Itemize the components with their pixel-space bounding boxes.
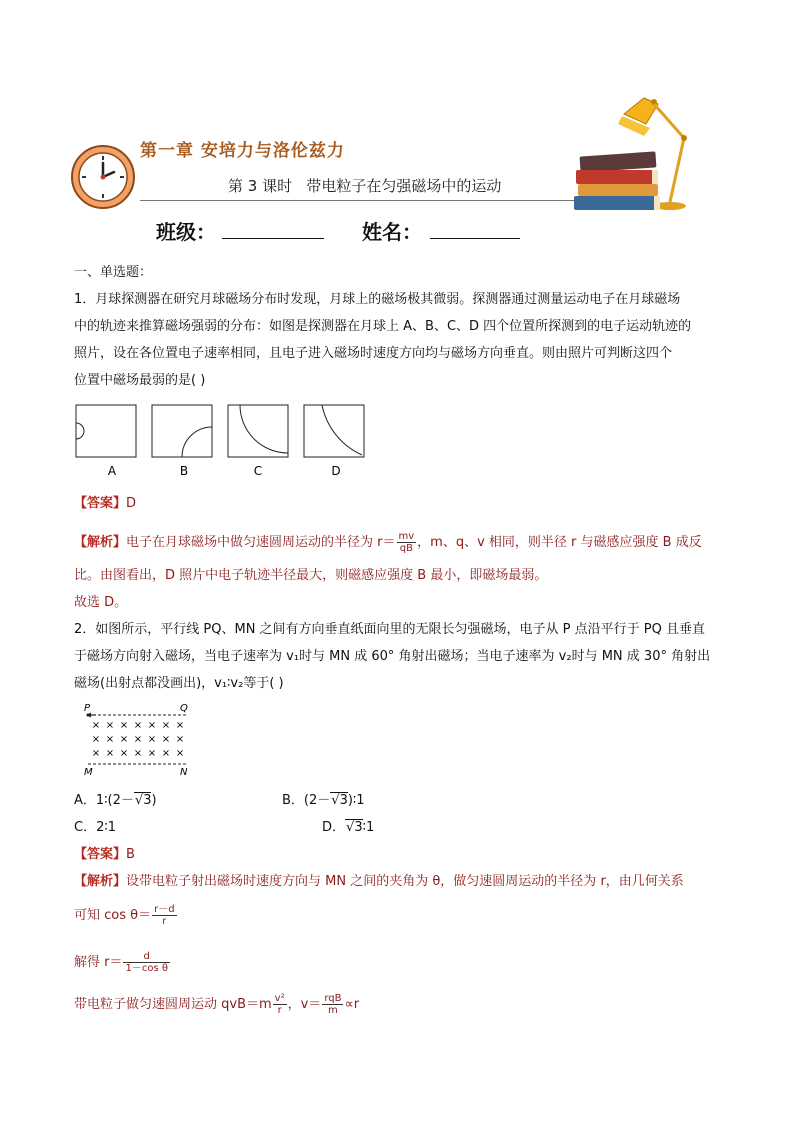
field-cross: × bbox=[105, 734, 115, 745]
option-text: D． bbox=[322, 820, 346, 835]
option-text: A．1∶(2－ bbox=[74, 793, 134, 808]
explanation-text: 电子在月球磁场中做匀速圆周运动的半径为 r＝ bbox=[126, 535, 396, 550]
sqrt-value: 3 bbox=[339, 793, 348, 808]
field-cross: × bbox=[119, 748, 129, 759]
fraction bbox=[397, 531, 417, 554]
numerator: rqB bbox=[324, 993, 342, 1004]
explanation-text: 可知 cos θ＝ bbox=[74, 908, 152, 923]
q1-figure bbox=[74, 403, 370, 481]
explanation-text: 设带电粒子射出磁场时速度方向与 MN 之间的夹角为 θ，做匀速圆周运动的半径为 r，由几何关系 bbox=[126, 874, 684, 889]
sqrt: √3 bbox=[331, 793, 348, 808]
q1-answer bbox=[74, 491, 136, 517]
q2-explanation-line bbox=[74, 992, 359, 1018]
fraction bbox=[152, 904, 176, 927]
class-blank[interactable] bbox=[222, 238, 324, 239]
field-cross: × bbox=[161, 748, 171, 759]
field-cross: × bbox=[133, 748, 143, 759]
field-cross: × bbox=[161, 720, 171, 731]
field-cross: × bbox=[161, 734, 171, 745]
explanation-text: ∝r bbox=[344, 997, 360, 1012]
denominator: qB bbox=[399, 543, 413, 554]
field-cross: × bbox=[91, 720, 101, 731]
field-cross: × bbox=[147, 748, 157, 759]
point-m-label: M bbox=[84, 767, 93, 778]
q2-answer bbox=[74, 842, 135, 868]
figure-label-d: D bbox=[331, 464, 341, 478]
q2-line: 于磁场方向射入磁场，当电子速率为 v₁时与 MN 成 60° 角射出磁场；当电子速率为 v₂时与 MN 成 30° 角射出 bbox=[74, 649, 711, 664]
clock-icon bbox=[70, 144, 136, 210]
field-cross: × bbox=[133, 734, 143, 745]
field-cross: × bbox=[147, 720, 157, 731]
field-cross: × bbox=[147, 734, 157, 745]
field-cross: × bbox=[119, 720, 129, 731]
denominator: r bbox=[277, 1005, 282, 1016]
denominator: 1－cos θ bbox=[125, 963, 168, 974]
explanation-tag: 【解析】 bbox=[74, 874, 127, 889]
lesson-title: 第 3 课时 带电粒子在匀强磁场中的运动 bbox=[228, 177, 502, 195]
q2-line: 2．如图所示，平行线 PQ、MN 之间有方向垂直纸面向里的无限长匀强磁场，电子从 P 点沿平行于 PQ 且垂直 bbox=[74, 622, 705, 637]
numerator: mv bbox=[398, 531, 415, 542]
name-label: 姓名： bbox=[362, 220, 422, 244]
point-q-label: Q bbox=[180, 703, 188, 714]
q2-option-a[interactable] bbox=[74, 788, 157, 814]
fraction bbox=[123, 951, 170, 974]
denominator: m bbox=[328, 1005, 338, 1016]
q2-explanation bbox=[74, 869, 684, 895]
figure-label-b: B bbox=[179, 464, 189, 478]
q2-explanation-line bbox=[74, 950, 171, 976]
field-cross: × bbox=[105, 748, 115, 759]
field-cross: × bbox=[133, 720, 143, 731]
q2-option-c[interactable]: C．2∶1 bbox=[74, 820, 117, 835]
field-cross: × bbox=[175, 720, 185, 731]
option-text: B．(2－ bbox=[282, 793, 331, 808]
option-text: )∶1 bbox=[347, 793, 365, 808]
magnetic-field-crosses bbox=[92, 720, 184, 759]
books-lamp-icon bbox=[566, 94, 716, 216]
field-cross: × bbox=[105, 720, 115, 731]
q1-line: 位置中磁场最弱的是( ) bbox=[74, 373, 206, 388]
fraction bbox=[322, 993, 343, 1016]
figure-label-c: C bbox=[253, 464, 263, 478]
answer-tag: 【答案】 bbox=[74, 496, 127, 511]
q1-line: 中的轨迹来推算磁场强弱的分布：如图是探测器在月球上 A、B、C、D 四个位置所探测到的电子运动轨迹的 bbox=[74, 319, 692, 334]
sqrt: √3 bbox=[134, 793, 152, 808]
numerator: r－d bbox=[154, 904, 175, 915]
q2-explanation-line bbox=[74, 903, 178, 929]
sqrt-value: 3 bbox=[354, 820, 363, 835]
answer-value: D bbox=[126, 496, 137, 511]
answer-value: B bbox=[126, 847, 135, 862]
answer-tag: 【答案】 bbox=[74, 847, 127, 862]
q2-option-b[interactable] bbox=[282, 788, 365, 814]
fraction bbox=[273, 993, 287, 1016]
option-text: ) bbox=[151, 793, 157, 808]
header-divider bbox=[140, 200, 576, 201]
explanation-tag: 【解析】 bbox=[74, 535, 127, 550]
field-cross: × bbox=[91, 734, 101, 745]
numerator: d bbox=[123, 951, 170, 963]
field-cross: × bbox=[175, 748, 185, 759]
explanation-text: 带电粒子做匀速圆周运动 qvB＝m bbox=[74, 997, 272, 1012]
figure-label-a: A bbox=[107, 464, 117, 478]
q2-line: 磁场(出射点都没画出)，v₁∶v₂等于( ) bbox=[74, 676, 284, 691]
numerator: v² bbox=[274, 993, 285, 1004]
name-blank[interactable] bbox=[430, 238, 520, 239]
q2-option-d[interactable] bbox=[322, 815, 374, 841]
explanation-text: 解得 r＝ bbox=[74, 955, 123, 970]
q1-conclusion: 故选 D。 bbox=[74, 595, 128, 610]
q1-explanation bbox=[74, 530, 702, 556]
point-p-label: P bbox=[84, 703, 91, 714]
point-n-label: N bbox=[180, 767, 188, 778]
q1-explanation-line: 比。由图看出，D 照片中电子轨迹半径最大，则磁感应强度 B 最小，即磁场最弱。 bbox=[74, 568, 548, 583]
sqrt-value: 3 bbox=[143, 793, 152, 808]
option-text: ∶1 bbox=[362, 820, 375, 835]
chapter-title: 第一章 安培力与洛伦兹力 bbox=[140, 141, 345, 161]
explanation-text: ，m、q、v 相同，则半径 r 与磁感应强度 B 成反 bbox=[417, 535, 702, 550]
explanation-text: ，v＝ bbox=[287, 997, 322, 1012]
q1-line: 1．月球探测器在研究月球磁场分布时发现，月球上的磁场极其微弱。探测器通过测量运动电子在月球磁场 bbox=[74, 292, 681, 307]
field-cross: × bbox=[91, 748, 101, 759]
q1-line: 照片，设在各位置电子速率相同，且电子进入磁场时速度方向均与磁场方向垂直。则由照片可判断这四个 bbox=[74, 346, 673, 361]
section-heading: 一、单选题： bbox=[74, 265, 153, 280]
field-cross: × bbox=[175, 734, 185, 745]
sqrt: √3 bbox=[346, 820, 363, 835]
denominator: r bbox=[162, 916, 167, 927]
field-cross: × bbox=[119, 734, 129, 745]
q2-figure bbox=[80, 700, 200, 780]
class-label: 班级： bbox=[156, 220, 216, 244]
